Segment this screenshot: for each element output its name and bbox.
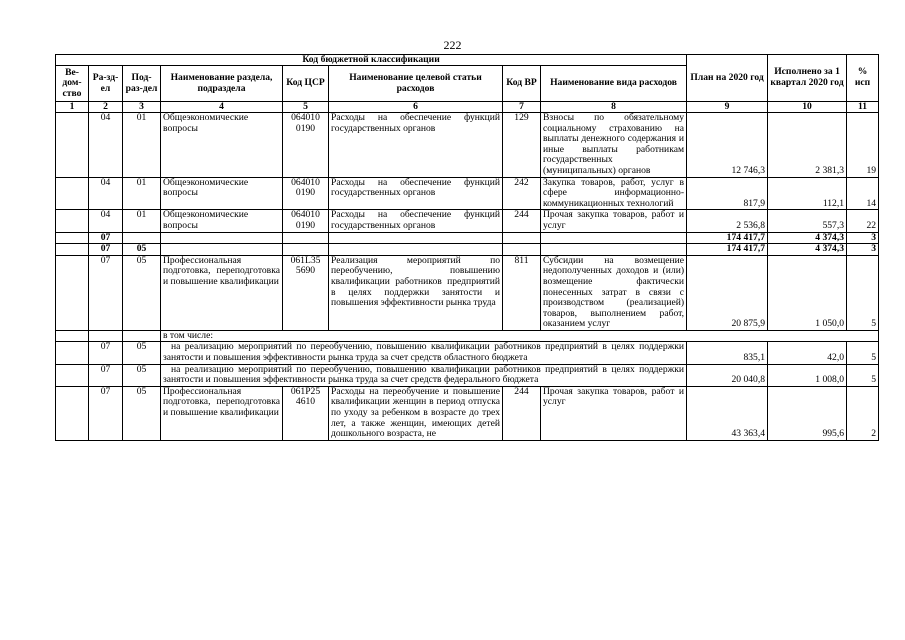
cell-section-name: Общеэкономические вопросы [161,210,283,232]
sub-row [56,342,879,364]
cell-executed: 112,1 [768,177,847,210]
cell-expense-name: Прочая закупка товаров, работ и услуг [541,386,687,440]
cell-percent: 5 [847,342,879,364]
cell-section-name: Общеэкономические вопросы [161,177,283,210]
cell-razdel: 07 [89,342,123,364]
empty-cell [329,244,503,256]
cell-executed: 1 008,0 [768,364,847,386]
sub-row [56,364,879,386]
cell-csr: 061P25 4610 [283,386,329,440]
cell-expense-name: Субсидии на возмещение недополученных доходов и (или) возмещение фактически понесенных затрат в связи с производством (реализацией) товаров, выполнением работ, оказанием услуг [541,255,687,330]
header-row-1 [56,55,879,66]
cell-vr: 129 [503,113,541,178]
cell-razdel: 07 [89,386,123,440]
column-number: 8 [541,102,687,113]
cell-executed: 1 050,0 [768,255,847,330]
cell-plan: 20 875,9 [687,255,768,330]
cell-percent: 3 [847,244,879,256]
cell-vr: 244 [503,210,541,232]
cell-percent: 3 [847,232,879,244]
cell-csr: 061L35 5690 [283,255,329,330]
cell-razdel: 04 [89,177,123,210]
cell-razdel: 04 [89,210,123,232]
empty-cell [123,330,161,342]
empty-cell [56,255,89,330]
empty-cell [56,244,89,256]
empty-cell [56,330,89,342]
cell-podrazdel: 05 [123,386,161,440]
cell-executed: 4 374,3 [768,232,847,244]
cell-podrazdel: 01 [123,113,161,178]
empty-cell [56,232,89,244]
cell-executed: 995,6 [768,386,847,440]
column-number: 10 [768,102,847,113]
cell-podrazdel [123,232,161,244]
cell-plan: 174 417,7 [687,232,768,244]
empty-cell [161,244,283,256]
including-row [56,330,879,342]
cell-podrazdel: 01 [123,210,161,232]
cell-percent: 14 [847,177,879,210]
cell-percent: 19 [847,113,879,178]
column-number: 3 [123,102,161,113]
empty-cell [541,244,687,256]
including-label: в том числе: [161,330,879,342]
cell-podrazdel: 01 [123,177,161,210]
cell-executed: 2 381,3 [768,113,847,178]
header-csr: Код ЦСР [283,66,329,102]
cell-executed: 557,3 [768,210,847,232]
empty-cell [329,232,503,244]
cell-razdel: 07 [89,364,123,386]
empty-cell [161,232,283,244]
cell-executed: 4 374,3 [768,244,847,256]
header-ved: Ве-дом-ство [56,66,89,102]
cell-percent: 22 [847,210,879,232]
total-row [56,244,879,256]
cell-section-name: Профессиональная подготовка, переподготовка и повышение квалификации [161,386,283,440]
total-row [56,232,879,244]
empty-cell [56,386,89,440]
column-number: 2 [89,102,123,113]
cell-vr: 244 [503,386,541,440]
cell-plan: 835,1 [687,342,768,364]
table-row [56,255,879,330]
column-number: 1 [56,102,89,113]
cell-target-name: Реализация мероприятий по переобучению, повышению квалификации работников предприятий в целях поддержки занятости и повышения эффективности рынка труда [329,255,503,330]
cell-expense-name: Взносы по обязательному социальному страхованию на выплаты денежного содержания и иные выплаты работникам государственных (муниципальных) органов [541,113,687,178]
column-number: 7 [503,102,541,113]
cell-target-name: Расходы на обеспечение функций государственных органов [329,113,503,178]
column-number: 9 [687,102,768,113]
budget-table [55,54,879,441]
cell-csr: 064010 0190 [283,210,329,232]
cell-plan: 12 746,3 [687,113,768,178]
cell-razdel: 07 [89,244,123,256]
cell-podrazdel: 05 [123,244,161,256]
cell-percent: 2 [847,386,879,440]
cell-plan: 817,9 [687,177,768,210]
cell-razdel: 04 [89,113,123,178]
header-executed: Исполнено за 1 квартал 2020 год [768,55,847,102]
cell-ved [56,113,89,178]
cell-csr: 064010 0190 [283,113,329,178]
cell-plan: 2 536,8 [687,210,768,232]
table-row [56,210,879,232]
column-number: 4 [161,102,283,113]
header-plan: План на 2020 год [687,55,768,102]
cell-razdel: 07 [89,255,123,330]
cell-ved [56,210,89,232]
empty-cell [283,232,329,244]
cell-plan: 43 363,4 [687,386,768,440]
cell-csr: 064010 0190 [283,177,329,210]
header-group-title: Код бюджетной классификации [56,55,687,66]
header-vr: Код ВР [503,66,541,102]
cell-plan: 20 040,8 [687,364,768,386]
empty-cell [503,244,541,256]
sub-row-text: на реализацию мероприятий по переобучению, повышению квалификации работников предприятий в целях поддержки занятости и повышения эффективности рынка труда за счет средств областного бюджета [161,342,687,364]
cell-podrazdel: 05 [123,255,161,330]
column-number: 11 [847,102,879,113]
header-percent: % исп [847,55,879,102]
cell-podrazdel: 05 [123,364,161,386]
cell-executed: 42,0 [768,342,847,364]
cell-target-name: Расходы на переобучение и повышение квалификации женщин в период отпуска по уходу за ребенком в возрасте до трех лет, а также женщин, имеющих детей дошкольного возраста, не [329,386,503,440]
table-row [56,386,879,440]
column-numbers-row [56,102,879,113]
cell-vr: 811 [503,255,541,330]
sub-row-text: на реализацию мероприятий по переобучению, повышению квалификации работников предприятий в целях поддержки занятости и повышения эффективности рынка труда за счет средств федерального бюджета [161,364,687,386]
column-number: 6 [329,102,503,113]
header-podrazdel: Под-раз-дел [123,66,161,102]
cell-expense-name: Закупка товаров, работ, услуг в сфере информационно-коммуникационных технологий [541,177,687,210]
header-target-name: Наименование целевой статьи расходов [329,66,503,102]
cell-target-name: Расходы на обеспечение функций государственных органов [329,177,503,210]
cell-vr: 242 [503,177,541,210]
cell-razdel: 07 [89,232,123,244]
cell-podrazdel: 05 [123,342,161,364]
page-number: 222 [443,38,462,52]
empty-cell [503,232,541,244]
cell-section-name: Общеэкономические вопросы [161,113,283,178]
empty-cell [541,232,687,244]
cell-expense-name: Прочая закупка товаров, работ и услуг [541,210,687,232]
cell-plan: 174 417,7 [687,244,768,256]
empty-cell [89,330,123,342]
header-section-name: Наименование раздела, подраздела [161,66,283,102]
empty-cell [56,364,89,386]
empty-cell [56,342,89,364]
header-razdel: Ра-зд-ел [89,66,123,102]
cell-percent: 5 [847,255,879,330]
header-expense-name: Наименование вида расходов [541,66,687,102]
column-number: 5 [283,102,329,113]
empty-cell [283,244,329,256]
table-row [56,177,879,210]
cell-ved [56,177,89,210]
cell-percent: 5 [847,364,879,386]
cell-target-name: Расходы на обеспечение функций государственных органов [329,210,503,232]
cell-section-name: Профессиональная подготовка, переподготовка и повышение квалификации [161,255,283,330]
table-row [56,113,879,178]
